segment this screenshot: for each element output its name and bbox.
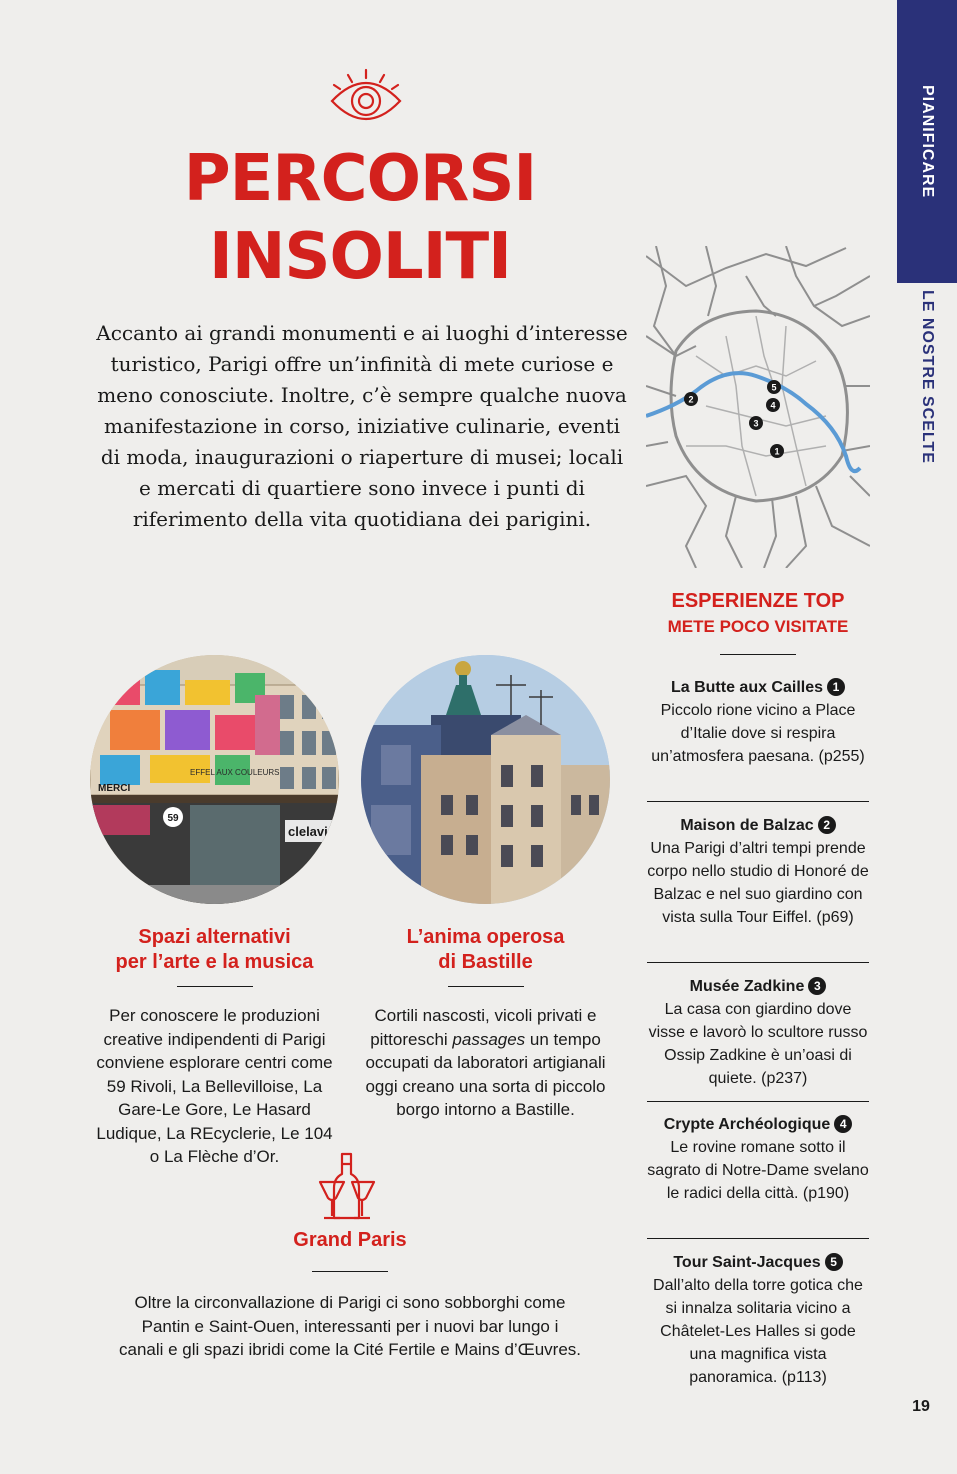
title-line: per l’arte e la musica [115,951,314,973]
wine-bottle-glass-icon [318,1152,376,1222]
map-marker-5: 5 [771,382,777,393]
experience-name: Tour Saint-Jacques [673,1254,821,1271]
title-line-2: INSOLITI [209,220,511,294]
title-line: L’anima operosa [406,926,565,948]
page-title [120,140,600,296]
sign-text: clelavi [288,824,328,839]
title-line-1: PERCORSI [183,142,537,216]
section-text-spazi: Per conoscere le produzioni creative indipendenti di Parigi conviene esplorare centri come 59 Rivoli, La Bellevilloise, La Gare-Le Gore, Le Hasard Ludique, La REcyclerie, Le 104 o La Flèche d’Or. [96,1006,333,1166]
divider [312,1271,388,1272]
section-title-bastille [361,925,610,975]
paris-map [646,246,870,568]
text-emphasis: passages [452,1029,526,1049]
experience-name: Crypte Archéologique [663,1116,831,1133]
divider [647,962,869,963]
photo-bastille-rooftops [361,655,610,904]
experience-name: Musée Zadkine [689,978,805,995]
experience-text: La casa con giardino dove visse e lavorò lo scultore russo Ossip Zadkine è un’oasi di quiete. (p237) [648,1001,868,1087]
number-badge: 1 [827,678,845,696]
subsection-label: LE NOSTRE SCELTE [919,290,936,464]
map-marker-3: 3 [753,418,759,429]
section-tab [897,0,957,283]
map-marker-4: 4 [770,400,776,411]
map-marker-1: 1 [774,446,780,457]
divider [647,801,869,802]
experience-text: Piccolo rione vicino a Place d’Italie dove si respira un’atmosfera paesana. (p255) [651,702,865,765]
experience-text: Dall’alto della torre gotica che si innalza solitaria vicino a Châtelet-Les Halles si gode una magnifica vista panoramica. (p113) [653,1277,863,1386]
experience-item [647,1113,869,1205]
section-title-grand-paris: Grand Paris [293,1229,407,1251]
map-marker-2: 2 [688,394,694,405]
photo-building-facade [90,655,339,904]
title-line: di Bastille [438,951,533,973]
section-text-grand-paris: Oltre la circonvallazione di Parigi ci sono sobborghi come Pantin e Saint-Ouen, interessanti per i nuovi bar lungo i canali e gli spazi ibridi come la Cité Fertile e Mains d’Œuvres. [118,1293,581,1359]
text-part: Cortili nascosti, vicoli privati e pittoreschi [370,1006,597,1049]
text-part: un tempo occupati da laboratori artigianali oggi creano una sorta di piccolo borgo intorno a Bastille. [365,1029,606,1119]
experience-text: Una Parigi d’altri tempi prende corpo nello studio di Honoré de Balzac e nel suo giardino con vista sulla Tour Eiffel. (p69) [647,840,869,926]
experience-name: La Butte aux Cailles [670,679,824,696]
number-badge: 3 [808,977,826,995]
experience-item [647,975,869,1090]
sign-text: 59 [167,813,179,824]
experience-item [647,1251,869,1389]
experiences-subtitle: METE POCO VISITATE [667,617,849,636]
divider [647,1101,869,1102]
number-badge: 4 [834,1115,852,1133]
sign-text: MERCI [98,783,131,794]
subsection-tab [897,290,957,490]
sign-text: EFFEL AUX COULEURS [190,768,280,777]
experience-name: Maison de Balzac [680,817,814,834]
experience-item [647,676,869,768]
page-number: 19 [912,1398,930,1415]
title-line: Spazi alternativi [138,926,291,948]
section-text-bastille [361,1004,610,1122]
divider [647,1238,869,1239]
divider [448,986,524,987]
intro-paragraph: Accanto ai grandi monumenti e ai luoghi d’interesse turistico, Parigi offre un’infinità di mete curiose e meno conosciute. Inoltre, c’è sempre qualche nuova manifestazione in corso, iniziative culinarie, eventi di moda, inaugurazioni o riaperture di musei; locali e mercati di quartiere sono invece i punti di riferimento della vita quotidiana dei parigini. [96,321,628,531]
divider [720,654,796,655]
section-label: PIANIFICARE [919,84,936,199]
number-badge: 2 [818,816,836,834]
experience-text: Le rovine romane sotto il sagrato di Notre-Dame svelano le radici della città. (p190) [647,1139,869,1202]
section-title-spazi [90,925,339,975]
divider [177,986,253,987]
experience-item [647,814,869,929]
number-badge: 5 [825,1253,843,1271]
experiences-title: ESPERIENZE TOP [671,590,845,612]
eye-icon [326,68,406,126]
